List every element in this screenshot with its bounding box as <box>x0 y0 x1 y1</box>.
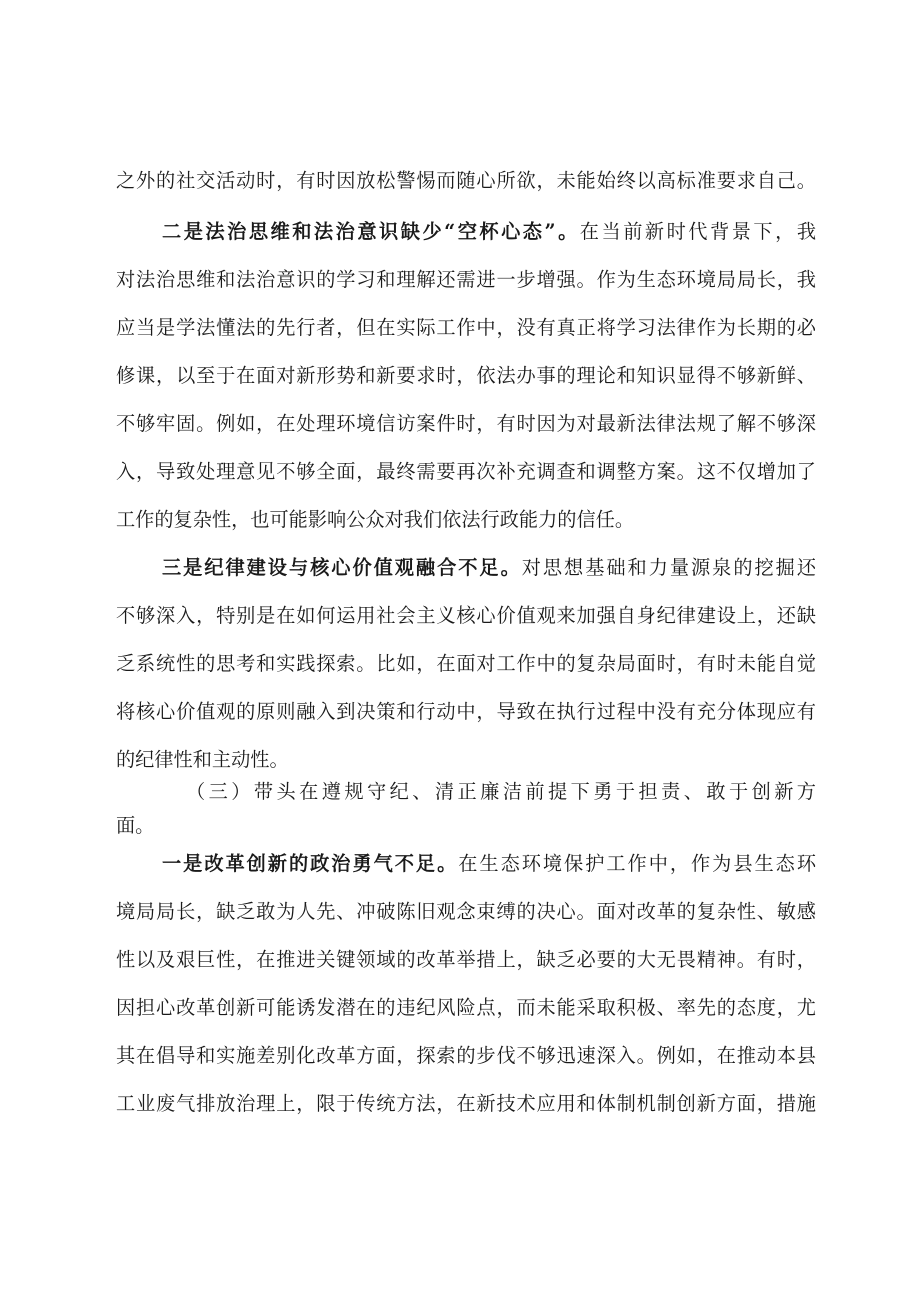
text-segment: 不够牢固。例如，在处理环境信访案件时，有时因为对最新法律法规了解不够深 <box>116 412 816 435</box>
paragraph-line <box>116 1037 816 1075</box>
text-segment: 在生态环境保护工作中，作为县生态环 <box>458 852 816 875</box>
text-segment: 对法治思维和法治意识的学习和理解还需进一步增强。作为生态环境局局长，我 <box>116 268 816 291</box>
paragraph-line <box>116 405 816 443</box>
paragraph-line <box>116 693 816 731</box>
paragraph-line <box>116 597 816 635</box>
paragraph-heading: 二是法治思维和法治意识缺少“空杯心态”。 <box>162 220 580 243</box>
text-segment: 应当是学法懂法的先行者，但在实际工作中，没有真正将学习法律作为长期的必 <box>116 316 816 339</box>
paragraph-line <box>116 501 816 539</box>
paragraph-line <box>116 309 816 347</box>
paragraph-line <box>116 645 816 683</box>
text-segment: 因担心改革创新可能诱发潜在的违纪风险点，而未能采取积极、率先的态度，尤 <box>116 996 816 1019</box>
section-heading-text: 面。 <box>116 814 155 837</box>
text-segment: 入，导致处理意见不够全面，最终需要再次补充调查和调整方案。这不仅增加了 <box>116 460 816 483</box>
paragraph-heading: 一是改革创新的政治勇气不足。 <box>162 852 459 875</box>
paragraph-line <box>116 261 816 299</box>
text-segment: 对思想基础和力量源泉的挖掘还 <box>521 556 816 579</box>
paragraph-line <box>116 162 816 200</box>
text-segment: 修课，以至于在面对新形势和新要求时，依法办事的理论和知识显得不够新鲜、 <box>116 364 816 387</box>
paragraph-heading: 三是纪律建设与核心价值观融合不足。 <box>162 556 522 579</box>
paragraph-line <box>116 357 816 395</box>
section-heading <box>186 773 816 811</box>
text-segment: 境局局长，缺乏敢为人先、冲破陈旧观念束缚的决心。面对改革的复杂性、敏感 <box>116 900 816 923</box>
paragraph-line <box>162 845 816 883</box>
text-segment: 工作的复杂性，也可能影响公众对我们依法行政能力的信任。 <box>116 508 635 531</box>
text-segment: 在当前新时代背景下，我 <box>579 220 816 243</box>
text-segment: 之外的社交活动时，有时因放松警惕而随心所欲，未能始终以高标准要求自己。 <box>116 169 816 192</box>
section-heading <box>116 807 816 845</box>
text-segment: 工业废气排放治理上，限于传统方法，在新技术应用和体制机制创新方面，措施 <box>116 1092 816 1115</box>
text-segment: 乏系统性的思考和实践探索。比如，在面对工作中的复杂局面时，有时未能自觉 <box>116 652 816 675</box>
paragraph-line <box>116 1085 816 1123</box>
paragraph-line <box>162 213 816 251</box>
text-segment: 的纪律性和主动性。 <box>116 748 289 771</box>
paragraph-line <box>162 549 816 587</box>
paragraph-line <box>116 893 816 931</box>
text-segment: 性以及艰巨性，在推进关键领域的改革举措上，缺乏必要的大无畏精神。有时， <box>116 948 816 971</box>
text-segment: 不够深入，特别是在如何运用社会主义核心价值观来加强自身纪律建设上，还缺 <box>116 604 816 627</box>
paragraph-line <box>116 941 816 979</box>
text-segment: 其在倡导和实施差别化改革方面，探索的步伐不够迅速深入。例如，在推动本县 <box>116 1044 816 1067</box>
section-heading-text: （三）带头在遵规守纪、清正廉洁前提下勇于担责、敢于创新方 <box>186 780 816 803</box>
text-segment: 将核心价值观的原则融入到决策和行动中，导致在执行过程中没有充分体现应有 <box>116 700 816 723</box>
paragraph-line <box>116 989 816 1027</box>
paragraph-line <box>116 453 816 491</box>
